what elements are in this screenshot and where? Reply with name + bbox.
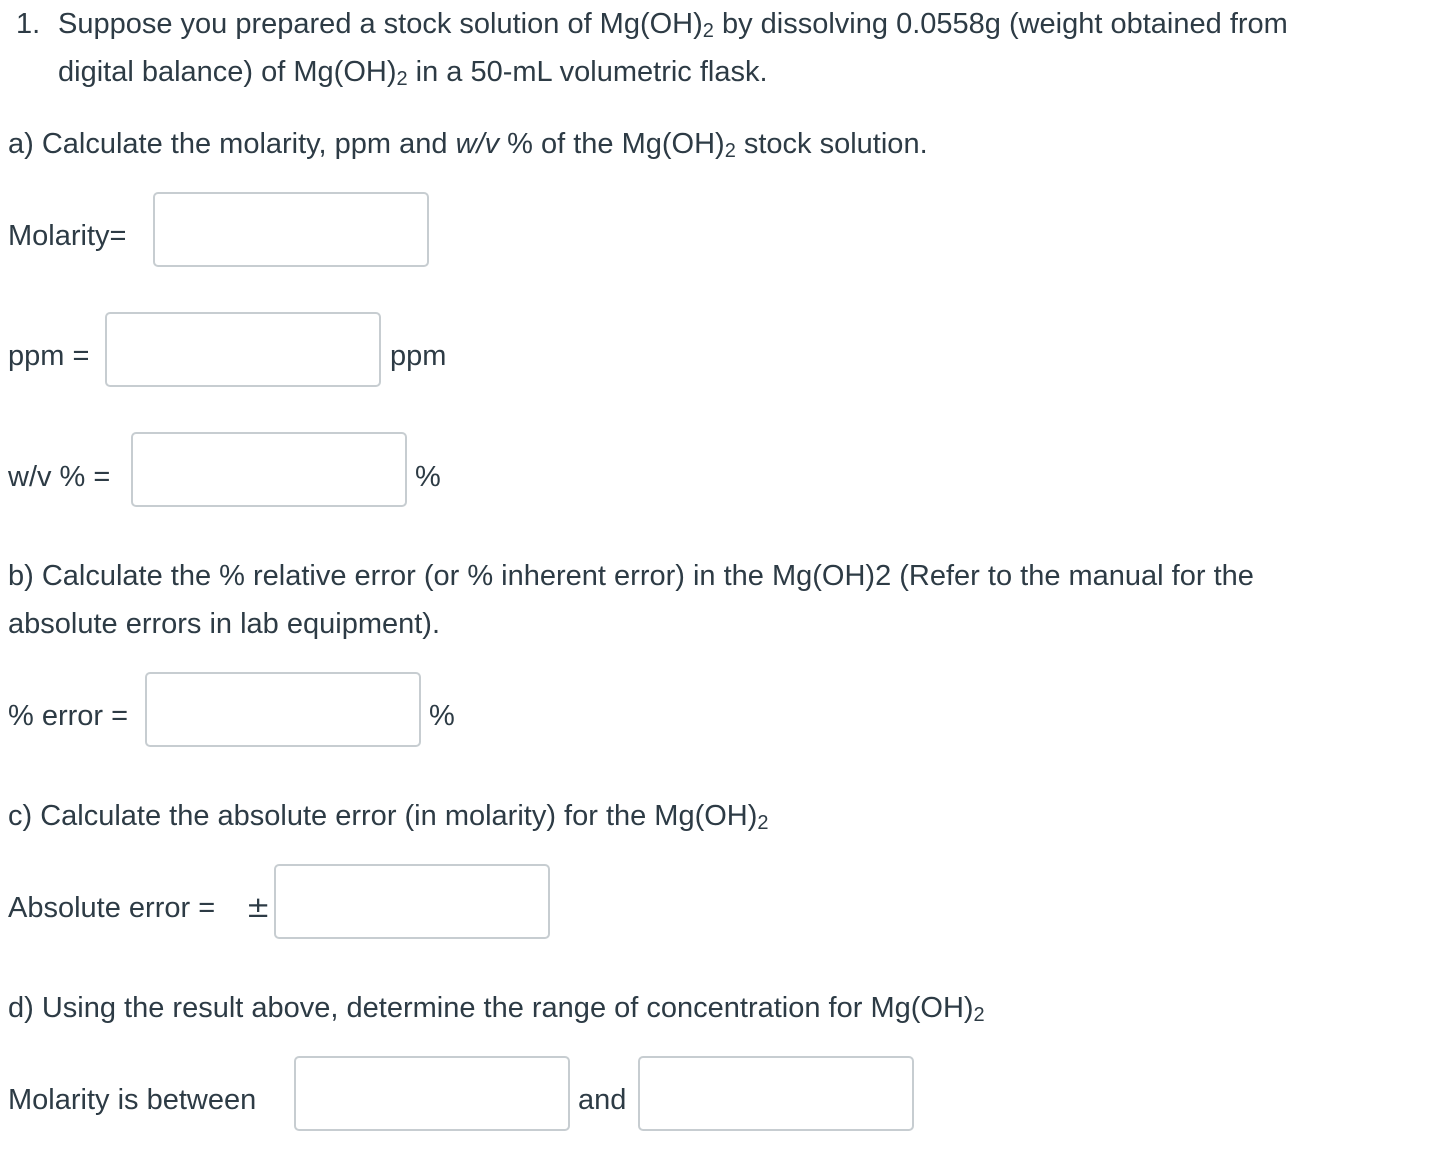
ppm-label: ppm = — [8, 340, 90, 372]
absolute-error-input[interactable] — [274, 864, 550, 939]
percent-error-label: % error = — [8, 700, 129, 732]
plus-minus-symbol: ± — [246, 890, 271, 924]
part-b-prompt-line1: b) Calculate the % relative error (or % inherent error) in the Mg(OH)2 (Refer to the manual for the — [8, 560, 1254, 592]
question-text-part: in a 50-mL volumetric flask. — [407, 56, 768, 88]
question-text-part: Suppose you prepared a stock solution of Mg(OH) — [58, 8, 703, 40]
subscript: 2 — [702, 20, 714, 42]
part-a-prompt — [8, 126, 928, 162]
prompt-text: stock solution. — [735, 128, 928, 160]
prompt-text: c) Calculate the absolute error (in molarity) for the Mg(OH) — [8, 800, 758, 832]
prompt-text: a) Calculate the molarity, ppm and — [8, 128, 456, 160]
ppm-unit: ppm — [390, 340, 447, 372]
ppm-input[interactable] — [105, 312, 381, 387]
question-text-part: by dissolving 0.0558g (weight obtained from — [713, 8, 1288, 40]
molarity-input[interactable] — [153, 192, 429, 267]
subscript: 2 — [757, 812, 769, 834]
prompt-italic-text: w/v — [455, 128, 500, 160]
molarity-high-input[interactable] — [638, 1056, 914, 1131]
subscript: 2 — [973, 1004, 985, 1026]
part-d-prompt — [8, 990, 985, 1026]
part-b-prompt-line2: absolute errors in lab equipment). — [8, 608, 441, 640]
wv-label: w/v % = — [8, 461, 111, 493]
subscript: 2 — [396, 68, 408, 90]
prompt-text: % of the Mg(OH) — [499, 128, 725, 160]
question-text-line1 — [58, 6, 1288, 42]
part-c-prompt — [8, 798, 769, 834]
absolute-error-label: Absolute error = — [8, 892, 216, 924]
percent-error-input[interactable] — [145, 672, 421, 747]
question-number: 1. — [16, 8, 41, 40]
subscript: 2 — [724, 140, 736, 162]
percent-error-unit: % — [429, 700, 455, 732]
molarity-label: Molarity= — [8, 220, 127, 252]
question-text-line2 — [58, 54, 768, 90]
molarity-range-label: Molarity is between — [8, 1084, 257, 1116]
wv-unit: % — [415, 461, 441, 493]
prompt-text: d) Using the result above, determine the range of concentration for Mg(OH) — [8, 992, 974, 1024]
and-label: and — [578, 1084, 627, 1116]
wv-percent-input[interactable] — [131, 432, 407, 507]
molarity-low-input[interactable] — [294, 1056, 570, 1131]
question-text-part: digital balance) of Mg(OH) — [58, 56, 397, 88]
